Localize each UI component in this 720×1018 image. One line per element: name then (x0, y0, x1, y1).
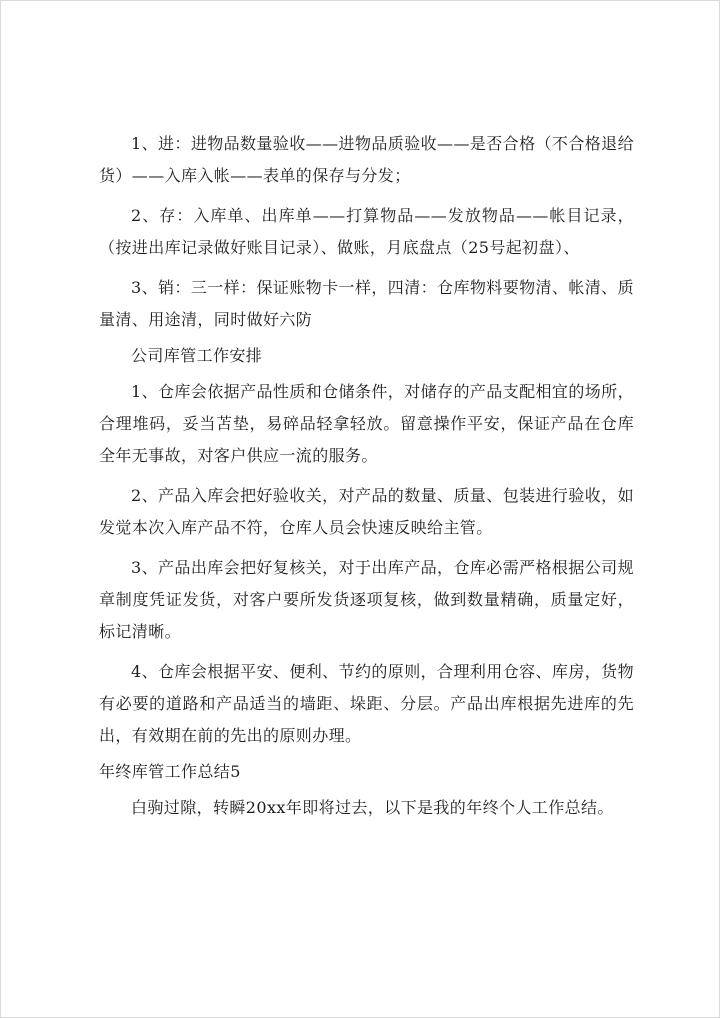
paragraph-storage-process: 2、存：入库单、出库单——打算物品——发放物品——帐目记录，（按进出库记录做好账目记录）、做账，月底盘点（25号起初盘）、 (99, 206, 634, 257)
paragraph-arrangement-inbound: 2、产品入库会把好验收关，对产品的数量、质量、包装进行验收，如发觉本次入库产品不符，仓库人员会快速反映给主管。 (99, 486, 634, 537)
section-heading-work-arrangement: 公司库管工作安排 (131, 346, 263, 365)
paragraph-arrangement-outbound: 3、产品出库会把好复核关，对于出库产品，仓库必需严格根据公司规章制度凭证发货，对客户要所发货逐项复核，做到数量精确，质量定好，标记清晰。 (99, 558, 634, 641)
paragraph-outbound-process: 3、销：三一样：保证账物卡一样，四清：仓库物料要物清、帐清、质量清、用途清，同时做好六防 (99, 278, 634, 329)
paragraph-arrangement-storage: 1、仓库会依据产品性质和仓储条件，对储存的产品支配相宜的场所，合理堆码，妥当苫垫，易碎品轻拿轻放。留意操作平安，保证产品在仓库全年无事故，对客户供应一流的服务。 (99, 382, 634, 465)
paragraph-inbound-process: 1、进：进物品数量验收——进物品质验收——是否合格（不合格退给货）——入库入帐——表单的保存与分发； (99, 134, 634, 185)
paragraph-summary-intro: 白驹过隙，转瞬20xx年即将过去，以下是我的年终个人工作总结。 (131, 798, 614, 817)
paragraph-arrangement-principles: 4、仓库会根据平安、便利、节约的原则，合理利用仓容、库房，货物有必要的道路和产品适当的墙距、垛距、分层。产品出库根据先进库的先出，有效期在前的先出的原则办理。 (99, 662, 634, 745)
document-body (99, 128, 634, 832)
section-heading-year-end-summary: 年终库管工作总结5 (99, 762, 241, 781)
